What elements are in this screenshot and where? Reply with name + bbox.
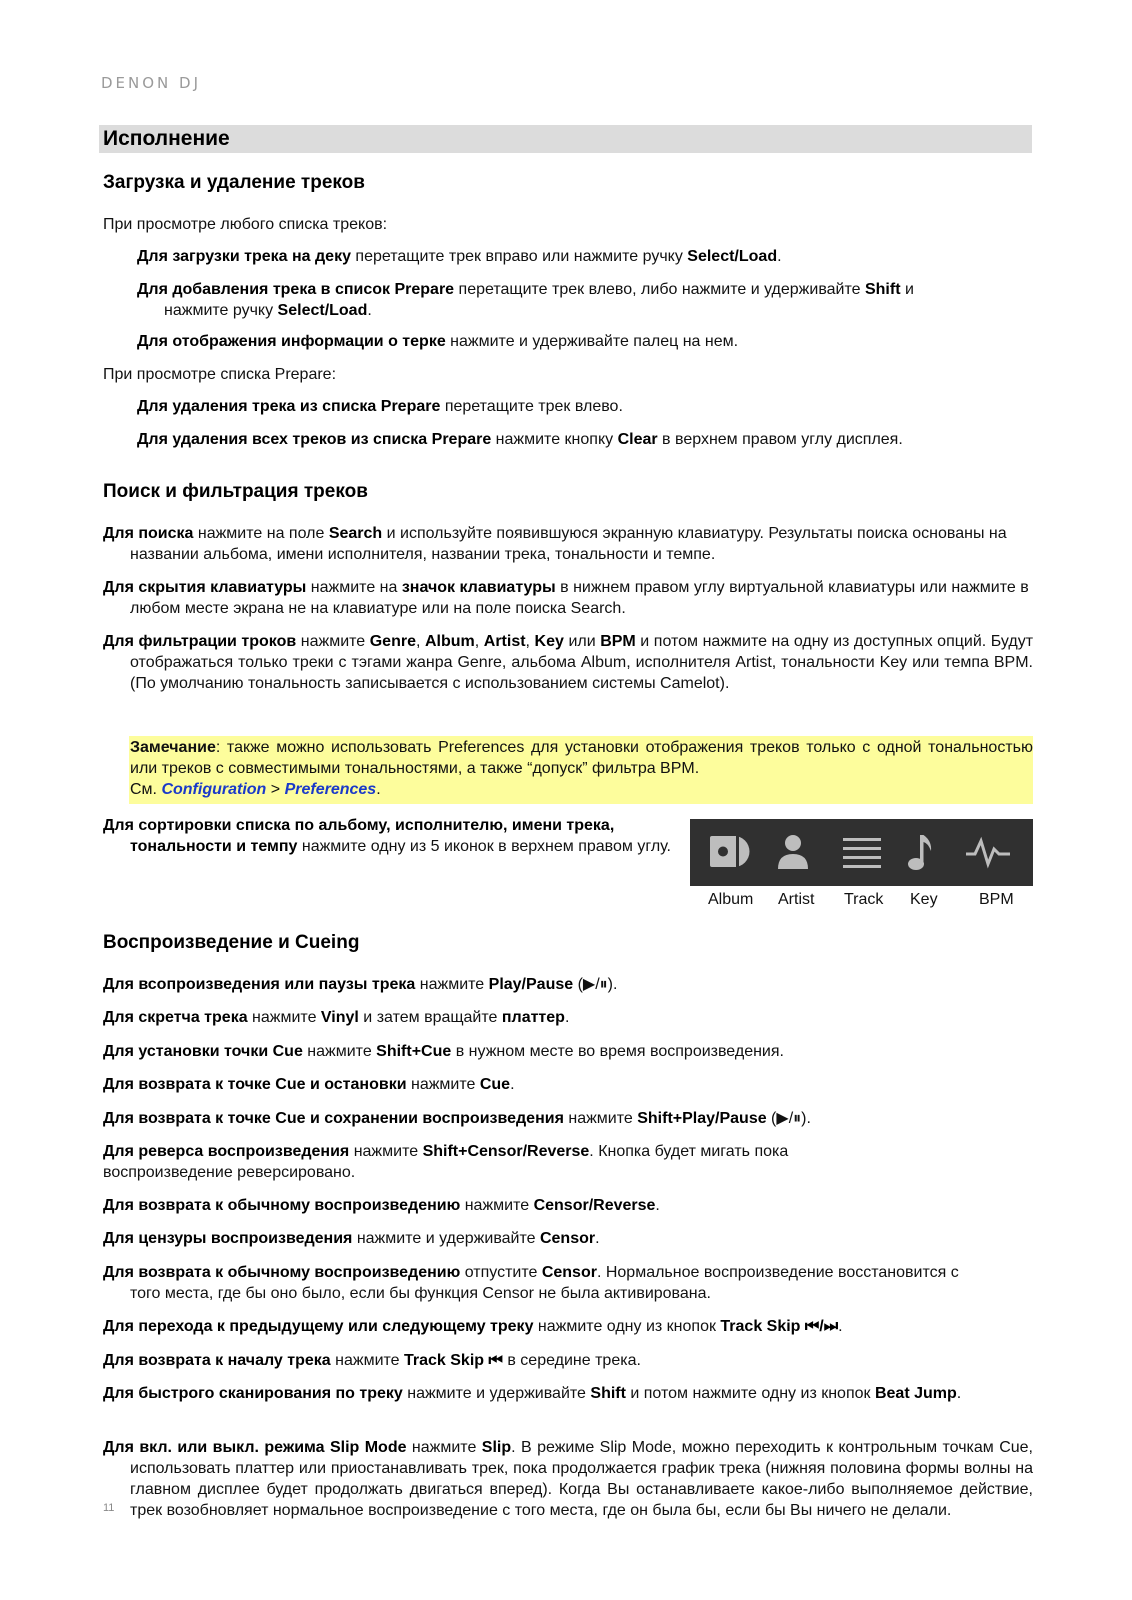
- page-number: 11: [103, 1502, 115, 1514]
- line-slip-mode: Для вкл. или выкл. режима Slip Mode нажмите Slip. В режиме Slip Mode, можно переходить к контрольным точкам Cue, использовать платтер или приостанавливать трек, пока продолжается график трека (нижняя половина формы волны на главном дисплее будет продолжать двигаться вперед). Когда Вы останавливаете какое-либо выполняемое действие, трек возобновляет нормальное воспроизведение с того места, где он была бы, если бы Вы ничего не делали.: [103, 1439, 1033, 1519]
- denon-dj-logo: DENON DJ: [101, 74, 202, 92]
- line-scratch: Для скретча трека нажмите Vinyl и затем вращайте платтер.: [103, 1009, 570, 1026]
- line-release-censor: Для возврата к обычному воспроизведению отпустите Censor. Нормальное воспроизведение восстановится с того места, где бы оно было, если бы функция Censor не была активирована.: [103, 1264, 959, 1302]
- link-configuration[interactable]: Configuration: [161, 781, 267, 798]
- item-remove-track: Для удаления трека из списка Prepare перетащите трек влево.: [137, 398, 623, 415]
- item-remove-all: Для удаления всех треков из списка Prepare нажмите кнопку Clear в верхнем правом углу дисплея.: [137, 431, 903, 448]
- para-search: Для поиска нажмите на поле Search и используйте появившуюся экранную клавиатуру. Результаты поиска основаны на названии альбома, имени исполнителя, названии трека, тональности и темпе.: [103, 525, 1007, 563]
- heading-search: Поиск и фильтрация треков: [103, 481, 368, 502]
- section-title: Исполнение: [99, 125, 1032, 153]
- bpm-icon[interactable]: [966, 841, 1010, 864]
- intro-any-list: При просмотре любого списка треков:: [103, 216, 388, 233]
- line-return-cue-stop: Для возврата к точке Cue и остановки нажмите Cue.: [103, 1076, 515, 1093]
- para-sort: Для сортировки списка по альбому, исполнителю, имени трека, тональности и темпу нажмите одну из 5 иконок в верхнем правом углу.: [103, 817, 671, 855]
- line-reverse: Для реверса воспроизведения нажмите Shift+Censor/Reverse. Кнопка будет мигать пока воспроизведение реверсировано.: [103, 1143, 789, 1181]
- album-icon[interactable]: [710, 836, 750, 867]
- icon-label-track: Track: [844, 891, 884, 908]
- icon-label-bpm: BPM: [979, 891, 1014, 908]
- track-icon[interactable]: [843, 838, 881, 868]
- icon-label-key: Key: [910, 891, 938, 908]
- line-play-pause: Для всопроизведения или паузы трека нажмите Play/Pause (▶/⏸).: [103, 976, 618, 993]
- icon-label-album: Album: [708, 891, 754, 908]
- para-filter: Для фильтрации троков нажмите Genre, Album, Artist, Key или BPM и потом нажмите на одну из доступных опций. Будут отображаться только треки с тэгами жанра Genre, альбома Album, исполнителя Artist, тональности Key или темпа BPM. (По умолчанию тональность записывается с использованием системы Camelot).: [103, 633, 1034, 692]
- line-track-skip: Для перехода к предыдущему или следующему треку нажмите одну из кнопок Track Skip ⏮/⏭.: [103, 1318, 843, 1335]
- para-hide-keyboard: Для скрытия клавиатуры нажмите на значок клавиатуры в нижнем правом углу виртуальной клавиатуры или нажмите в любом месте экрана не на клавиатуре или на поле поиска Search.: [103, 579, 1029, 617]
- heading-playback: Воспроизведение и Cueing: [103, 932, 360, 953]
- line-set-cue: Для установки точки Cue нажмите Shift+Cue в нужном месте во время воспроизведения.: [103, 1043, 784, 1060]
- line-fast-scan: Для быстрого сканирования по треку нажмите и удерживайте Shift и потом нажмите одну из кнопок Beat Jump.: [103, 1385, 962, 1402]
- line-return-cue-play: Для возврата к точке Cue и сохранении воспроизведения нажмите Shift+Play/Pause (▶/⏸).: [103, 1110, 811, 1127]
- sort-icon-panel: [690, 819, 1033, 886]
- link-preferences[interactable]: Preferences: [284, 781, 377, 798]
- key-icon[interactable]: [908, 835, 931, 870]
- heading-load-tracks: Загрузка и удаление треков: [103, 172, 365, 193]
- item-track-info: Для отображения информации о терке нажмите и удерживайте палец на нем.: [137, 333, 739, 350]
- intro-prepare-list: При просмотре списка Prepare:: [103, 366, 337, 383]
- line-track-start: Для возврата к началу трека нажмите Track Skip ⏮ в середине трека.: [103, 1352, 641, 1369]
- line-censor: Для цензуры воспроизведения нажмите и удерживайте Censor.: [103, 1230, 600, 1247]
- artist-icon[interactable]: [778, 835, 808, 869]
- note-box: Замечание: также можно использовать Preferences для установки отображения треков только с одной тональностью или треков с совместимыми тональностями, а также “допуск” фильтра BPM. См. Configuration > Preferences.: [129, 736, 1033, 804]
- item-add-prepare: Для добавления трека в список Prepare перетащите трек влево, либо нажмите и удерживайте Shift и нажмите ручку Select/Load.: [137, 281, 914, 319]
- item-load-track: Для загрузки трека на деку перетащите трек вправо или нажмите ручку Select/Load.: [137, 248, 782, 265]
- icon-label-artist: Artist: [778, 891, 815, 908]
- line-normal-play: Для возврата к обычному воспроизведению нажмите Censor/Reverse.: [103, 1197, 660, 1214]
